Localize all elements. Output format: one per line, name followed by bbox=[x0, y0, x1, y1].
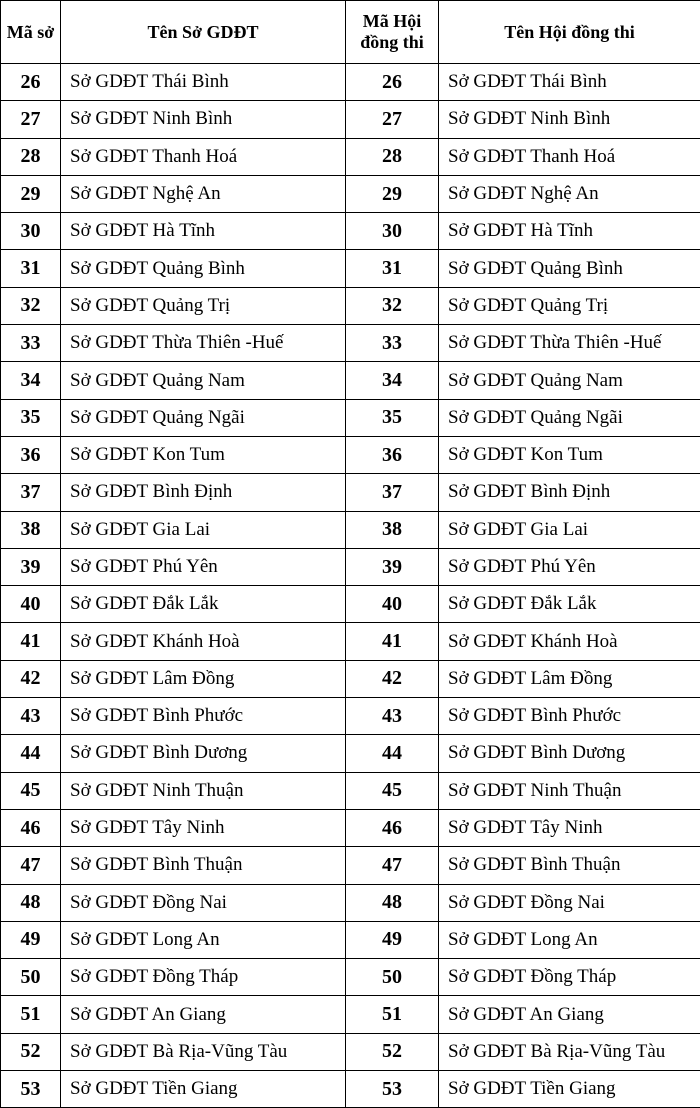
cell-ma-hoi-dong: 50 bbox=[346, 959, 439, 996]
cell-ma-hoi-dong: 43 bbox=[346, 698, 439, 735]
cell-ten-so: Sở GDĐT Hà Tĩnh bbox=[61, 213, 346, 250]
cell-ma-so: 36 bbox=[1, 436, 61, 473]
cell-ten-so: Sở GDĐT Đồng Nai bbox=[61, 884, 346, 921]
cell-ten-hoi-dong: Sở GDĐT Ninh Bình bbox=[439, 101, 700, 138]
cell-ma-hoi-dong: 49 bbox=[346, 921, 439, 958]
cell-ma-so: 29 bbox=[1, 175, 61, 212]
table-row bbox=[1, 399, 700, 436]
cell-ma-hoi-dong: 36 bbox=[346, 436, 439, 473]
table-row bbox=[1, 138, 700, 175]
cell-ma-so: 32 bbox=[1, 287, 61, 324]
cell-ten-so: Sở GDĐT Đồng Tháp bbox=[61, 959, 346, 996]
header-row bbox=[1, 1, 700, 64]
cell-ten-so: Sở GDĐT Bình Dương bbox=[61, 735, 346, 772]
table-row bbox=[1, 772, 700, 809]
cell-ma-so: 30 bbox=[1, 213, 61, 250]
cell-ma-hoi-dong: 41 bbox=[346, 623, 439, 660]
cell-ma-so: 48 bbox=[1, 884, 61, 921]
cell-ten-so: Sở GDĐT Quảng Trị bbox=[61, 287, 346, 324]
cell-ma-so: 46 bbox=[1, 809, 61, 846]
cell-ma-so: 33 bbox=[1, 325, 61, 362]
cell-ten-hoi-dong: Sở GDĐT Bình Phước bbox=[439, 698, 700, 735]
cell-ten-hoi-dong: Sở GDĐT Bình Dương bbox=[439, 735, 700, 772]
table-row bbox=[1, 996, 700, 1033]
cell-ten-so: Sở GDĐT Gia Lai bbox=[61, 511, 346, 548]
cell-ten-hoi-dong: Sở GDĐT Ninh Thuận bbox=[439, 772, 700, 809]
table-row bbox=[1, 548, 700, 585]
cell-ten-so: Sở GDĐT Lâm Đồng bbox=[61, 660, 346, 697]
cell-ma-hoi-dong: 31 bbox=[346, 250, 439, 287]
cell-ma-hoi-dong: 32 bbox=[346, 287, 439, 324]
cell-ma-so: 34 bbox=[1, 362, 61, 399]
header-ma-so: Mã sở bbox=[1, 1, 61, 64]
cell-ma-hoi-dong: 48 bbox=[346, 884, 439, 921]
cell-ma-hoi-dong: 45 bbox=[346, 772, 439, 809]
cell-ten-hoi-dong: Sở GDĐT Quảng Nam bbox=[439, 362, 700, 399]
cell-ma-hoi-dong: 30 bbox=[346, 213, 439, 250]
cell-ma-so: 27 bbox=[1, 101, 61, 138]
cell-ten-hoi-dong: Sở GDĐT Nghệ An bbox=[439, 175, 700, 212]
cell-ma-hoi-dong: 52 bbox=[346, 1033, 439, 1070]
cell-ma-so: 47 bbox=[1, 847, 61, 884]
table-row bbox=[1, 847, 700, 884]
table-row bbox=[1, 959, 700, 996]
cell-ten-hoi-dong: Sở GDĐT Long An bbox=[439, 921, 700, 958]
cell-ma-so: 53 bbox=[1, 1071, 61, 1108]
cell-ten-hoi-dong: Sở GDĐT Phú Yên bbox=[439, 548, 700, 585]
cell-ma-hoi-dong: 33 bbox=[346, 325, 439, 362]
table-row bbox=[1, 325, 700, 362]
table-row bbox=[1, 287, 700, 324]
cell-ma-hoi-dong: 44 bbox=[346, 735, 439, 772]
table-row bbox=[1, 436, 700, 473]
table-row bbox=[1, 175, 700, 212]
table-row bbox=[1, 623, 700, 660]
cell-ma-so: 40 bbox=[1, 586, 61, 623]
cell-ten-so: Sở GDĐT Tây Ninh bbox=[61, 809, 346, 846]
table-row bbox=[1, 511, 700, 548]
cell-ma-so: 50 bbox=[1, 959, 61, 996]
cell-ten-hoi-dong: Sở GDĐT Đồng Nai bbox=[439, 884, 700, 921]
table-body bbox=[1, 64, 700, 1108]
cell-ma-so: 39 bbox=[1, 548, 61, 585]
table-row bbox=[1, 698, 700, 735]
cell-ten-so: Sở GDĐT Đắk Lắk bbox=[61, 586, 346, 623]
cell-ma-hoi-dong: 40 bbox=[346, 586, 439, 623]
cell-ma-hoi-dong: 29 bbox=[346, 175, 439, 212]
cell-ma-hoi-dong: 26 bbox=[346, 64, 439, 101]
cell-ma-hoi-dong: 37 bbox=[346, 474, 439, 511]
cell-ma-so: 35 bbox=[1, 399, 61, 436]
table-row bbox=[1, 809, 700, 846]
cell-ma-hoi-dong: 39 bbox=[346, 548, 439, 585]
cell-ten-hoi-dong: Sở GDĐT Thừa Thiên -Huế bbox=[439, 325, 700, 362]
table-row bbox=[1, 213, 700, 250]
cell-ten-hoi-dong: Sở GDĐT Đắk Lắk bbox=[439, 586, 700, 623]
cell-ten-hoi-dong: Sở GDĐT Quảng Ngãi bbox=[439, 399, 700, 436]
cell-ten-hoi-dong: Sở GDĐT Bình Thuận bbox=[439, 847, 700, 884]
table-row bbox=[1, 101, 700, 138]
cell-ma-hoi-dong: 53 bbox=[346, 1071, 439, 1108]
table-row bbox=[1, 735, 700, 772]
cell-ma-hoi-dong: 34 bbox=[346, 362, 439, 399]
cell-ten-so: Sở GDĐT Ninh Bình bbox=[61, 101, 346, 138]
cell-ten-hoi-dong: Sở GDĐT Bình Định bbox=[439, 474, 700, 511]
cell-ten-hoi-dong: Sở GDĐT Tiền Giang bbox=[439, 1071, 700, 1108]
cell-ma-hoi-dong: 38 bbox=[346, 511, 439, 548]
table-row bbox=[1, 1071, 700, 1108]
table-row bbox=[1, 250, 700, 287]
cell-ten-so: Sở GDĐT Bà Rịa-Vũng Tàu bbox=[61, 1033, 346, 1070]
cell-ten-hoi-dong: Sở GDĐT Quảng Trị bbox=[439, 287, 700, 324]
cell-ma-so: 41 bbox=[1, 623, 61, 660]
table-row bbox=[1, 474, 700, 511]
cell-ten-so: Sở GDĐT Quảng Bình bbox=[61, 250, 346, 287]
cell-ma-so: 49 bbox=[1, 921, 61, 958]
cell-ten-hoi-dong: Sở GDĐT An Giang bbox=[439, 996, 700, 1033]
cell-ma-so: 43 bbox=[1, 698, 61, 735]
cell-ten-so: Sở GDĐT Thanh Hoá bbox=[61, 138, 346, 175]
cell-ma-hoi-dong: 51 bbox=[346, 996, 439, 1033]
cell-ten-hoi-dong: Sở GDĐT Kon Tum bbox=[439, 436, 700, 473]
table-row bbox=[1, 660, 700, 697]
cell-ma-so: 45 bbox=[1, 772, 61, 809]
cell-ten-hoi-dong: Sở GDĐT Thanh Hoá bbox=[439, 138, 700, 175]
table-header bbox=[1, 1, 700, 64]
cell-ten-hoi-dong: Sở GDĐT Khánh Hoà bbox=[439, 623, 700, 660]
cell-ten-hoi-dong: Sở GDĐT Đồng Tháp bbox=[439, 959, 700, 996]
cell-ten-so: Sở GDĐT Quảng Nam bbox=[61, 362, 346, 399]
cell-ma-so: 52 bbox=[1, 1033, 61, 1070]
cell-ten-so: Sở GDĐT Bình Định bbox=[61, 474, 346, 511]
cell-ten-so: Sở GDĐT Phú Yên bbox=[61, 548, 346, 585]
cell-ten-so: Sở GDĐT Thái Bình bbox=[61, 64, 346, 101]
header-ma-hoi-dong: Mã Hội đồng thi bbox=[346, 1, 439, 64]
cell-ma-hoi-dong: 28 bbox=[346, 138, 439, 175]
cell-ten-so: Sở GDĐT Tiền Giang bbox=[61, 1071, 346, 1108]
cell-ten-hoi-dong: Sở GDĐT Thái Bình bbox=[439, 64, 700, 101]
cell-ten-so: Sở GDĐT An Giang bbox=[61, 996, 346, 1033]
cell-ma-so: 42 bbox=[1, 660, 61, 697]
table-row bbox=[1, 1033, 700, 1070]
cell-ten-so: Sở GDĐT Thừa Thiên -Huế bbox=[61, 325, 346, 362]
cell-ma-so: 51 bbox=[1, 996, 61, 1033]
cell-ma-hoi-dong: 27 bbox=[346, 101, 439, 138]
cell-ma-so: 37 bbox=[1, 474, 61, 511]
cell-ma-hoi-dong: 47 bbox=[346, 847, 439, 884]
cell-ten-so: Sở GDĐT Nghệ An bbox=[61, 175, 346, 212]
cell-ten-hoi-dong: Sở GDĐT Hà Tĩnh bbox=[439, 213, 700, 250]
table-row bbox=[1, 64, 700, 101]
cell-ten-hoi-dong: Sở GDĐT Bà Rịa-Vũng Tàu bbox=[439, 1033, 700, 1070]
cell-ten-so: Sở GDĐT Ninh Thuận bbox=[61, 772, 346, 809]
cell-ma-so: 31 bbox=[1, 250, 61, 287]
header-ten-so: Tên Sở GDĐT bbox=[61, 1, 346, 64]
table-row bbox=[1, 586, 700, 623]
cell-ma-so: 26 bbox=[1, 64, 61, 101]
cell-ten-hoi-dong: Sở GDĐT Lâm Đồng bbox=[439, 660, 700, 697]
cell-ma-hoi-dong: 42 bbox=[346, 660, 439, 697]
cell-ten-so: Sở GDĐT Quảng Ngãi bbox=[61, 399, 346, 436]
cell-ten-so: Sở GDĐT Bình Phước bbox=[61, 698, 346, 735]
header-ten-hoi-dong: Tên Hội đồng thi bbox=[439, 1, 700, 64]
cell-ma-so: 28 bbox=[1, 138, 61, 175]
cell-ten-so: Sở GDĐT Long An bbox=[61, 921, 346, 958]
table-row bbox=[1, 362, 700, 399]
cell-ten-so: Sở GDĐT Bình Thuận bbox=[61, 847, 346, 884]
cell-ma-so: 38 bbox=[1, 511, 61, 548]
table-row bbox=[1, 884, 700, 921]
cell-ma-so: 44 bbox=[1, 735, 61, 772]
cell-ten-so: Sở GDĐT Kon Tum bbox=[61, 436, 346, 473]
cell-ten-hoi-dong: Sở GDĐT Quảng Bình bbox=[439, 250, 700, 287]
cell-ten-hoi-dong: Sở GDĐT Tây Ninh bbox=[439, 809, 700, 846]
cell-ma-hoi-dong: 46 bbox=[346, 809, 439, 846]
cell-ten-so: Sở GDĐT Khánh Hoà bbox=[61, 623, 346, 660]
cell-ma-hoi-dong: 35 bbox=[346, 399, 439, 436]
cell-ten-hoi-dong: Sở GDĐT Gia Lai bbox=[439, 511, 700, 548]
table-row bbox=[1, 921, 700, 958]
